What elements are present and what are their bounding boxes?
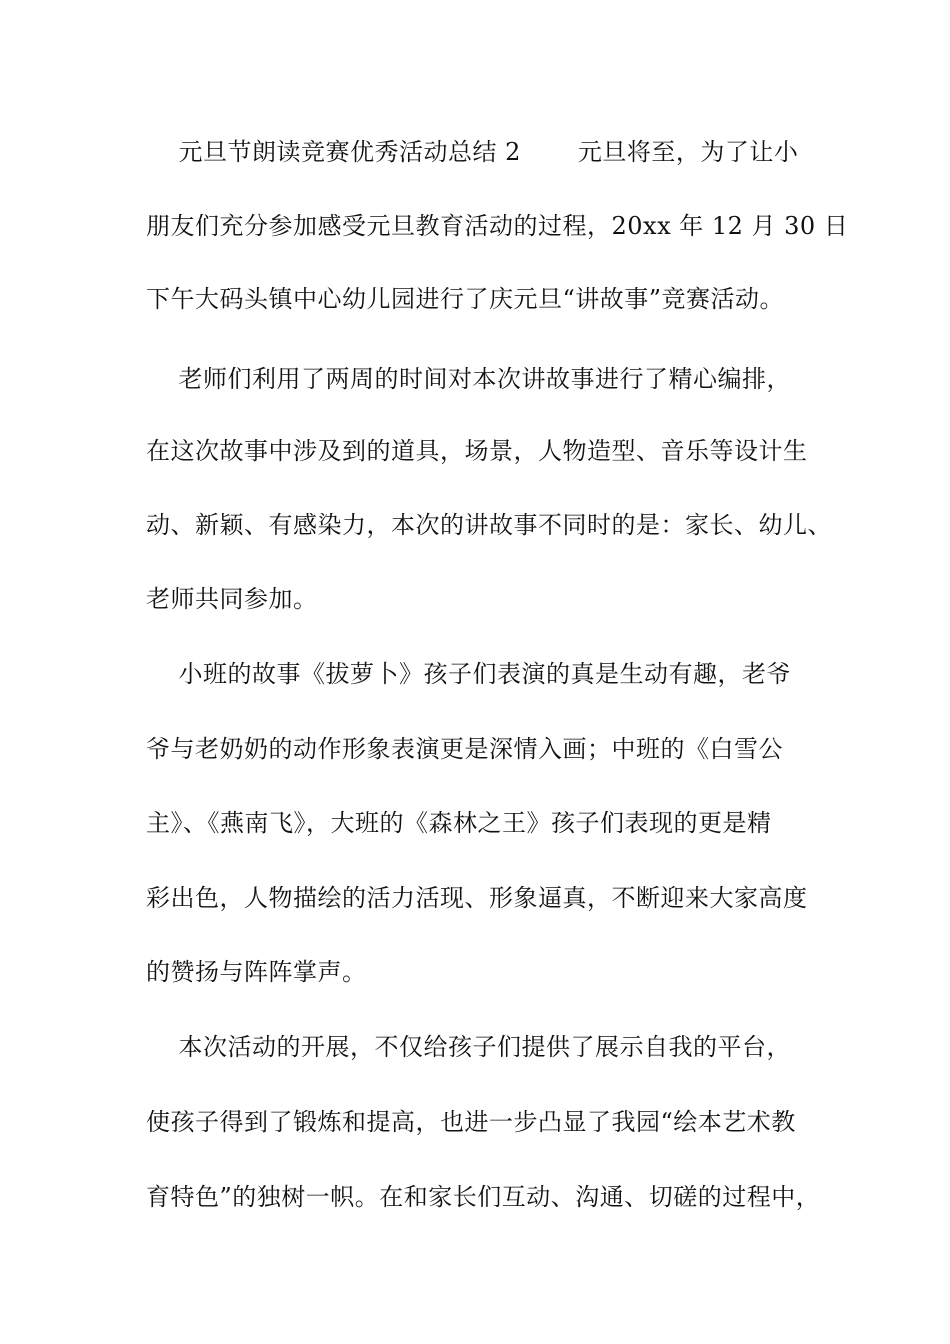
text-line: 爷与老奶奶的动作形象表演更是深情入画；中班的《白雪公	[146, 735, 783, 763]
text-line: 老师共同参加。	[146, 585, 318, 613]
text-line: 彩出色，人物描绘的活力活现、形象逼真，不断迎来大家高度	[146, 884, 808, 912]
text-line: 的赞扬与阵阵掌声。	[146, 958, 367, 986]
text-line: 育特色”的独树一帜。在和家长们互动、沟通、切磋的过程中，	[146, 1183, 821, 1211]
text-line: 元旦节朗读竞赛优秀活动总结 2 元旦将至，为了让小	[146, 138, 799, 166]
text-line: 下午大码头镇中心幼儿园进行了庆元旦“讲故事”竞赛活动。	[146, 285, 785, 313]
text-line: 在这次故事中涉及到的道具，场景，人物造型、音乐等设计生	[146, 437, 808, 465]
text-line: 使孩子得到了锻炼和提高，也进一步凸显了我园“绘本艺术教	[146, 1108, 796, 1136]
text-line: 小班的故事《拔萝卜》孩子们表演的真是生动有趣，老爷	[146, 660, 792, 688]
text-line: 朋友们充分参加感受元旦教育活动的过程，20xx 年 12 月 30 日	[146, 212, 849, 240]
text-line: 本次活动的开展，不仅给孩子们提供了展示自我的平台，	[146, 1033, 792, 1061]
text-line: 主》、《燕南飞》，大班的《森林之王》孩子们表现的更是精	[146, 809, 772, 837]
text-line: 老师们利用了两周的时间对本次讲故事进行了精心编排，	[146, 365, 792, 393]
text-line: 动、新颖、有感染力，本次的讲故事不同时的是：家长、幼儿、	[146, 511, 832, 539]
